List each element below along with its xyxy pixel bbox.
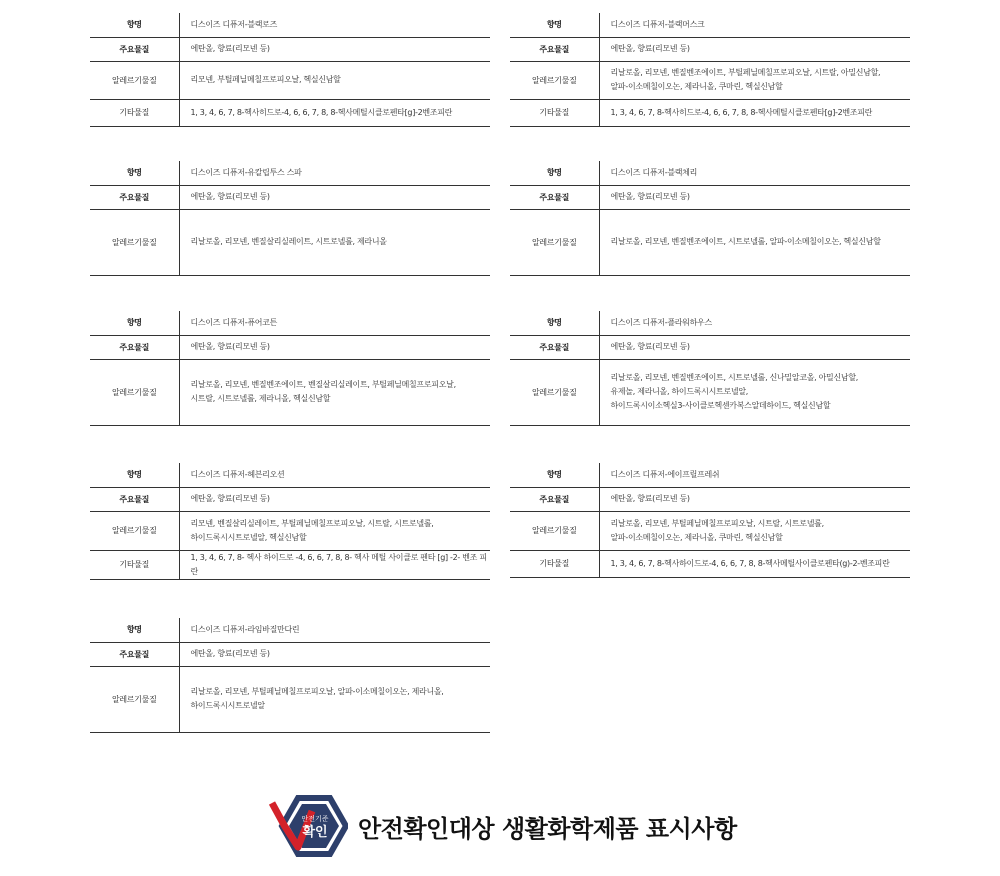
other-substance-value: 1, 3, 4, 6, 7, 8-헥사히드로-4, 6, 6, 7, 8, 8-헥사메틸시클로펜타[g]-2벤조피란: [179, 99, 490, 126]
other-substance-row: [90, 99, 490, 126]
main-substance-label: 주요물질: [90, 185, 179, 209]
main-substance-row: [90, 185, 490, 209]
product-table: [510, 311, 910, 426]
main-substance-row: [510, 185, 910, 209]
allergen-substance-value: [179, 359, 490, 425]
main-substance-row: [90, 37, 490, 61]
allergen-substance-value: [179, 209, 490, 275]
other-substance-label: 기타물질: [510, 99, 599, 126]
allergen-line: 하이드록시시트로넬알, 헥실신남할: [190, 532, 307, 542]
product-table: [90, 311, 490, 426]
fragrance-name-label: 향명: [90, 13, 179, 37]
allergen-substance-value: [599, 61, 910, 99]
allergen-substance-row: [90, 359, 490, 425]
allergen-line: 하이드록시이소헥실3-사이클로헥센카복스알데하이드, 헥실신남할: [610, 401, 831, 410]
fragrance-name-row: [510, 463, 910, 487]
other-substance-row: [510, 99, 910, 126]
allergen-substance-label: 알레르기물질: [510, 61, 599, 99]
other-substance-value: 1, 3, 4, 6, 7, 8-헥사히드로-4, 6, 6, 7, 8, 8-헥사메틸시클로펜타[g]-2벤조피란: [599, 99, 910, 126]
logo-small-text: 안전기준: [301, 815, 329, 823]
fragrance-name-value: 디스이즈 디퓨저-플라워하우스: [599, 311, 910, 335]
allergen-substance-value: [599, 511, 910, 550]
fragrance-name-label: 향명: [90, 161, 179, 185]
allergen-line: 유제놀, 제라니올, 하이드록시시트로넬알,: [610, 387, 748, 396]
fragrance-name-row: [510, 311, 910, 335]
main-substance-row: [90, 487, 490, 511]
allergen-substance-row: [90, 666, 490, 732]
fragrance-name-row: [90, 618, 490, 642]
allergen-substance-label: 알레르기물질: [510, 511, 599, 550]
allergen-substance-label: 알레르기물질: [510, 209, 599, 275]
other-substance-value: 1, 3, 4, 6, 7, 8- 헥사 하이드로 -4, 6, 6, 7, 8, 8- 헥사 메틸 사이클로 펜타 [g] -2- 벤조 피란: [179, 550, 490, 579]
fragrance-name-row: [90, 13, 490, 37]
main-substance-label: 주요물질: [510, 487, 599, 511]
allergen-substance-row: [510, 511, 910, 550]
product-table: [510, 463, 910, 578]
footer-title: 안전확인대상 생활화학제품 표시사항: [358, 815, 737, 843]
fragrance-name-value: 디스이즈 디퓨저-헤븐리오션: [179, 463, 490, 487]
main-substance-value: 에탄올, 향료(리모넨 등): [599, 335, 910, 359]
other-substance-label: 기타물질: [90, 99, 179, 126]
allergen-line: 알파-이소메칠이오논, 제라니올, 쿠마린, 헥실신남할: [610, 532, 783, 542]
allergen-line: 시트랄, 시트로넬롤, 제라니올, 헥실신남할: [190, 394, 331, 403]
allergen-line: 리날로올, 리모넨, 부틸페닐메칠프로피오날, 알파-이소메칠이오논, 제라니올,: [190, 687, 444, 696]
fragrance-name-row: [90, 463, 490, 487]
fragrance-name-value: 디스이즈 디퓨저-에이프릴프레쉬: [599, 463, 910, 487]
fragrance-name-label: 향명: [510, 463, 599, 487]
allergen-substance-value: [179, 511, 490, 550]
footer-brand: [268, 795, 738, 857]
main-substance-row: [90, 642, 490, 666]
product-table: [90, 13, 490, 127]
allergen-substance-row: [510, 61, 910, 99]
allergen-substance-row: [90, 61, 490, 99]
main-substance-value: 에탄올, 향료(리모넨 등): [599, 185, 910, 209]
other-substance-label: 기타물질: [510, 550, 599, 577]
other-substance-label: 기타물질: [90, 550, 179, 579]
main-substance-label: 주요물질: [510, 185, 599, 209]
fragrance-name-value: 디스이즈 디퓨저-블랙로즈: [179, 13, 490, 37]
allergen-line: 하이드록시시트로넬알: [190, 701, 265, 710]
safety-confirmed-logo: [268, 795, 348, 857]
main-substance-label: 주요물질: [510, 37, 599, 61]
main-substance-label: 주요물질: [90, 642, 179, 666]
fragrance-name-row: [510, 13, 910, 37]
allergen-line: 리날로올, 리모넨, 벤질벤조에이트, 시트로넬롤, 알파-이소메칠이오논, 헥실신남할: [610, 237, 881, 246]
fragrance-name-label: 향명: [90, 618, 179, 642]
other-substance-row: [90, 550, 490, 579]
main-substance-label: 주요물질: [510, 335, 599, 359]
main-substance-value: 에탄올, 향료(리모넨 등): [599, 487, 910, 511]
allergen-substance-value: [599, 209, 910, 275]
main-substance-value: 에탄올, 향료(리모넨 등): [179, 642, 490, 666]
fragrance-name-value: 디스이즈 디퓨저-라임바질만다린: [179, 618, 490, 642]
main-substance-value: 에탄올, 향료(리모넨 등): [179, 487, 490, 511]
main-substance-value: 에탄올, 향료(리모넨 등): [179, 185, 490, 209]
main-substance-row: [510, 37, 910, 61]
other-substance-value: 1, 3, 4, 6, 7, 8-헥사하이드로-4, 6, 6, 7, 8, 8-헥사메틸사이클로펜타(g)-2-벤조피란: [599, 550, 910, 577]
fragrance-name-label: 향명: [90, 311, 179, 335]
allergen-line: 리날로올, 리모넨, 부틸페닐메칠프로피오날, 시트랄, 시트로넬롤,: [610, 518, 824, 528]
allergen-substance-value: [599, 359, 910, 425]
fragrance-name-row: [510, 161, 910, 185]
fragrance-name-label: 향명: [510, 13, 599, 37]
allergen-substance-label: 알레르기물질: [90, 511, 179, 550]
product-table: [510, 161, 910, 276]
product-table: [90, 618, 490, 733]
fragrance-name-value: 디스이즈 디퓨저-블랙머스크: [599, 13, 910, 37]
allergen-substance-row: [510, 359, 910, 425]
fragrance-name-value: 디스이즈 디퓨저-유칼립투스 스파: [179, 161, 490, 185]
fragrance-name-label: 향명: [510, 161, 599, 185]
product-table: [90, 161, 490, 276]
main-substance-label: 주요물질: [90, 37, 179, 61]
allergen-line: 알파-이소메칠이오논, 제라니올, 쿠마린, 헥실신남할: [610, 82, 783, 91]
other-substance-row: [510, 550, 910, 577]
allergen-substance-label: 알레르기물질: [90, 666, 179, 732]
allergen-line: 리날로올, 리모넨, 벤질살리실레이트, 시트로넬롤, 제라니올: [190, 237, 387, 246]
allergen-substance-label: 알레르기물질: [90, 209, 179, 275]
fragrance-name-label: 향명: [90, 463, 179, 487]
allergen-substance-row: [90, 511, 490, 550]
logo-big-text: 확인: [302, 825, 328, 840]
allergen-line: 리날로올, 리모넨, 벤질벤조에이트, 벤질살리실레이트, 부틸페닐메칠프로피오날,: [190, 380, 456, 389]
allergen-line: 리날로올, 리모넨, 벤질벤조에이트, 시트로넬롤, 신나밀알코올, 아밀신남할,: [610, 373, 859, 382]
fragrance-name-value: 디스이즈 디퓨저-퓨어코튼: [179, 311, 490, 335]
main-substance-row: [510, 487, 910, 511]
allergen-substance-row: [510, 209, 910, 275]
main-substance-value: 에탄올, 향료(리모넨 등): [179, 37, 490, 61]
main-substance-label: 주요물질: [90, 335, 179, 359]
allergen-line: 리모넨, 벤질살리실레이트, 부틸페닐메칠프로피오날, 시트랄, 시트로넬롤,: [190, 518, 434, 528]
product-table: [90, 463, 490, 580]
fragrance-name-label: 향명: [510, 311, 599, 335]
allergen-substance-label: 알레르기물질: [90, 61, 179, 99]
allergen-substance-value: [179, 666, 490, 732]
allergen-substance-label: 알레르기물질: [90, 359, 179, 425]
allergen-substance-value: [179, 61, 490, 99]
product-table: [510, 13, 910, 127]
allergen-line: 리날로올, 리모넨, 벤질벤조에이트, 부틸페닐메칠프로피오날, 시트랄, 아밀신남할,: [610, 68, 881, 77]
main-substance-row: [90, 335, 490, 359]
allergen-substance-row: [90, 209, 490, 275]
allergen-line: 리모넨, 부틸페닐메칠프로피오날, 헥실신남할: [190, 75, 341, 84]
main-substance-row: [510, 335, 910, 359]
main-substance-value: 에탄올, 향료(리모넨 등): [179, 335, 490, 359]
fragrance-name-row: [90, 311, 490, 335]
fragrance-name-value: 디스이즈 디퓨저-블랙체리: [599, 161, 910, 185]
main-substance-label: 주요물질: [90, 487, 179, 511]
fragrance-name-row: [90, 161, 490, 185]
main-substance-value: 에탄올, 향료(리모넨 등): [599, 37, 910, 61]
allergen-substance-label: 알레르기물질: [510, 359, 599, 425]
